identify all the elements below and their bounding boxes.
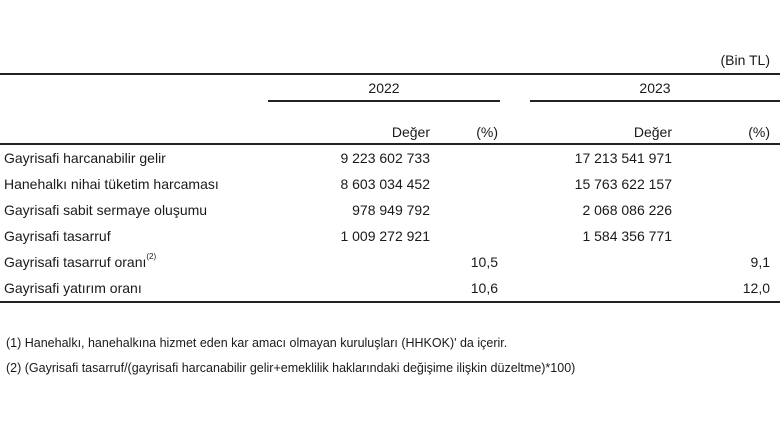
row-label bbox=[4, 176, 219, 192]
row-label bbox=[4, 280, 142, 296]
col-header-pct-2023: (%) bbox=[748, 124, 770, 140]
row-label-text: Hanehalkı nihai tüketim harcaması bbox=[4, 176, 219, 192]
cell-value-2023: 1 584 356 771 bbox=[582, 228, 672, 244]
row-label bbox=[4, 150, 166, 166]
cell-value-2023: 17 213 541 971 bbox=[574, 150, 672, 166]
header-bottom-rule bbox=[0, 143, 780, 145]
year-rule-2023 bbox=[530, 100, 780, 102]
cell-value-2023: 2 068 086 226 bbox=[582, 202, 672, 218]
footnote-1: (1) Hanehalkı, hanehalkına hizmet eden kar amacı olmayan kuruluşları (HHKOK)' da içerir. bbox=[6, 336, 508, 350]
col-header-value-2023: Değer bbox=[633, 124, 672, 140]
footnote-marker: (2) bbox=[146, 252, 157, 261]
table-top-rule bbox=[0, 73, 780, 75]
cell-value-2022: 9 223 602 733 bbox=[340, 150, 430, 166]
row-label bbox=[4, 228, 111, 244]
row-label bbox=[4, 254, 156, 270]
row-label-text: Gayrisafi tasarruf oranı bbox=[4, 254, 147, 270]
cell-value-2022: 8 603 034 452 bbox=[340, 176, 430, 192]
year-header-2023: 2023 bbox=[639, 80, 671, 96]
cell-pct-2023: 9,1 bbox=[750, 254, 770, 270]
cell-value-2022: 1 009 272 921 bbox=[340, 228, 430, 244]
footnote-2: (2) (Gayrisafi tasarruf/(gayrisafi harcanabilir gelir+emeklilik haklarındaki değişime ilişkin düzeltme)*100) bbox=[6, 361, 576, 375]
row-label-text: Gayrisafi tasarruf bbox=[4, 228, 111, 244]
col-header-value-2022: Değer bbox=[391, 124, 430, 140]
col-header-pct-2022: (%) bbox=[476, 124, 498, 140]
cell-pct-2022: 10,5 bbox=[470, 254, 498, 270]
row-label-text: Gayrisafi sabit sermaye oluşumu bbox=[4, 202, 208, 218]
table-bottom-rule bbox=[0, 301, 780, 303]
row-label-text: Gayrisafi harcanabilir gelir bbox=[4, 150, 166, 166]
cell-pct-2022: 10,6 bbox=[470, 280, 498, 296]
year-rule-2022 bbox=[268, 100, 500, 102]
row-label-text: Gayrisafi yatırım oranı bbox=[4, 280, 142, 296]
cell-value-2023: 15 763 622 157 bbox=[574, 176, 672, 192]
unit-label: (Bin TL) bbox=[720, 52, 770, 68]
cell-pct-2023: 12,0 bbox=[742, 280, 770, 296]
cell-value-2022: 978 949 792 bbox=[352, 202, 430, 218]
row-label bbox=[4, 202, 207, 218]
year-header-2022: 2022 bbox=[368, 80, 400, 96]
